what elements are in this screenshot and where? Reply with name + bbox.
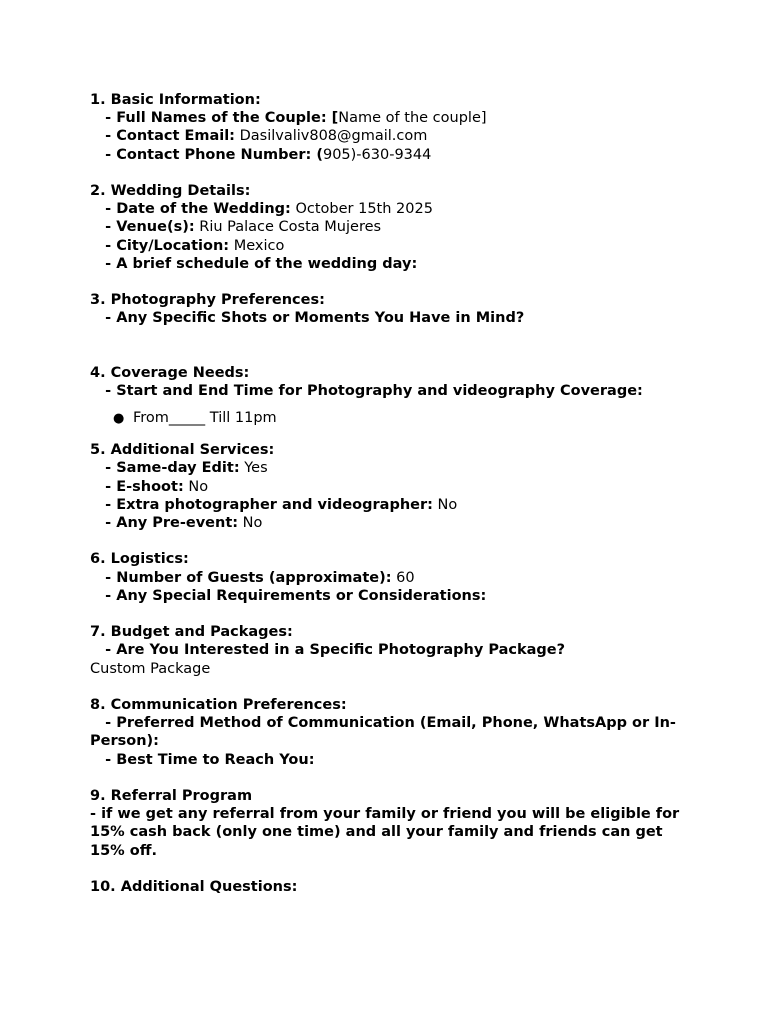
guests-value: 60	[391, 569, 415, 586]
pre-event-value: No	[238, 515, 263, 532]
best-time-label: - Best Time to Reach You:	[90, 751, 315, 768]
package-value: Custom Package	[90, 660, 211, 677]
coverage-time-bullet-row	[90, 409, 690, 428]
contact-email-row	[90, 127, 690, 145]
couple-names-label: - Full Names of the Couple: [	[90, 110, 339, 127]
city-label: - City/Location:	[90, 237, 230, 254]
section-4-heading: 4. Coverage Needs:	[90, 364, 250, 381]
section-5-heading: 5. Additional Services:	[90, 442, 275, 459]
schedule-label: - A brief schedule of the wedding day:	[90, 255, 418, 272]
wedding-date-value: October 15th 2025	[290, 201, 433, 218]
e-shoot-value: No	[183, 478, 209, 495]
bullet-icon: ●	[113, 411, 125, 427]
extra-photographer-label: - Extra photographer and videographer:	[90, 496, 433, 513]
package-label: - Are You Interested in a Specific Photography Package?	[90, 642, 566, 659]
guests-label: - Number of Guests (approximate):	[90, 569, 392, 586]
coverage-time-label: - Start and End Time for Photography and videography Coverage:	[90, 382, 643, 399]
best-time-row	[90, 751, 690, 769]
city-value: Mexico	[229, 237, 285, 254]
special-requirements-label: - Any Special Requirements or Considerations:	[90, 587, 487, 604]
coverage-time-value: From_____ Till 11pm	[133, 410, 277, 427]
section-9-heading: 9. Referral Program	[90, 788, 253, 805]
wedding-date-row	[90, 200, 690, 218]
section-1-heading: 1. Basic Information:	[90, 92, 261, 108]
pre-event-row	[90, 514, 690, 532]
specific-shots-row	[90, 309, 690, 327]
package-row	[90, 641, 690, 659]
section-3-heading: 3. Photography Preferences:	[90, 292, 325, 309]
wedding-date-label: - Date of the Wedding:	[90, 201, 291, 218]
schedule-row	[90, 255, 690, 273]
contact-phone-value: 905)-630-9344	[322, 146, 432, 163]
communication-method-row	[90, 714, 690, 750]
venue-value: Riu Palace Costa Mujeres	[194, 219, 382, 236]
contact-email-value: Dasilvaliv808@gmail.com	[234, 128, 428, 145]
e-shoot-row	[90, 478, 690, 496]
city-row	[90, 237, 690, 255]
extra-photographer-row	[90, 496, 690, 514]
section-6-heading: 6. Logistics:	[90, 551, 189, 568]
specific-shots-label: - Any Specific Shots or Moments You Have in Mind?	[90, 310, 525, 327]
same-day-edit-row	[90, 459, 690, 477]
section-10-heading: 10. Additional Questions:	[90, 879, 298, 896]
venue-row	[90, 218, 690, 236]
venue-label: - Venue(s):	[90, 219, 195, 236]
e-shoot-label: - E-shoot:	[90, 478, 184, 495]
form-document	[90, 91, 690, 896]
section-7-heading: 7. Budget and Packages:	[90, 624, 293, 641]
couple-names-value: Name of the couple]	[338, 110, 487, 127]
contact-phone-label: - Contact Phone Number: (	[90, 146, 323, 163]
contact-email-label: - Contact Email:	[90, 128, 235, 145]
guests-row	[90, 569, 690, 587]
extra-photographer-value: No	[432, 496, 458, 513]
special-requirements-row	[90, 587, 690, 605]
communication-method-label: - Preferred Method of Communication (Email, Phone, WhatsApp or In-Person):	[90, 715, 676, 750]
section-8-heading: 8. Communication Preferences:	[90, 697, 347, 714]
contact-phone-row	[90, 146, 690, 164]
section-2-heading: 2. Wedding Details:	[90, 183, 251, 199]
couple-names-row	[90, 109, 690, 127]
coverage-time-row	[90, 382, 690, 400]
same-day-edit-value: Yes	[239, 460, 268, 477]
referral-text: - if we get any referral from your family or friend you will be eligible for 15% cash back (only one time) and all your family and friends can get 15% off.	[90, 806, 685, 859]
same-day-edit-label: - Same-day Edit:	[90, 460, 240, 477]
pre-event-label: - Any Pre-event:	[90, 515, 239, 532]
